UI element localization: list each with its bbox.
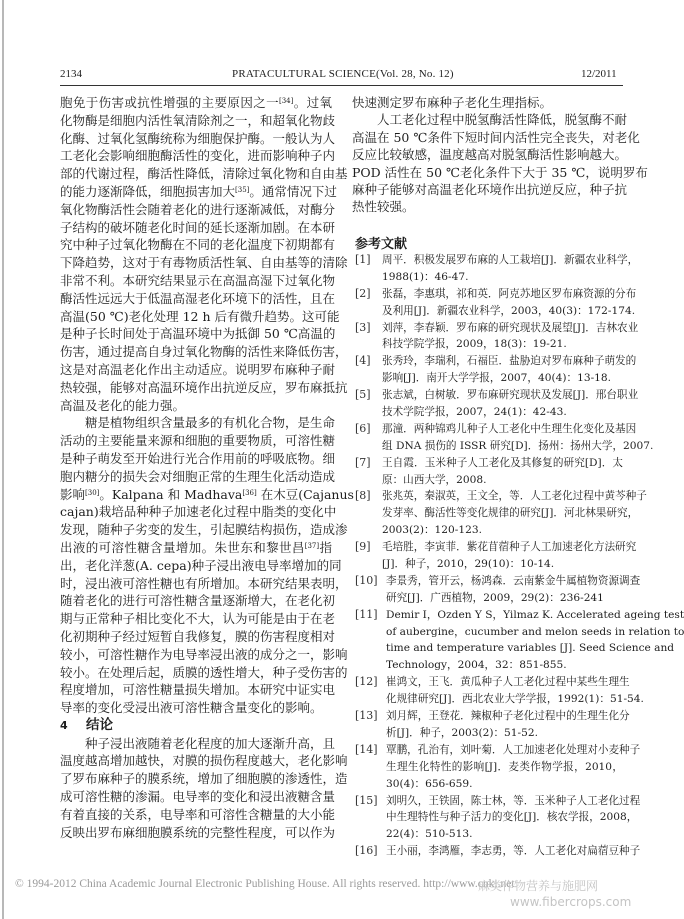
reference-line: 化规律研究[J]．西北农业大学学报，1992(1)：51-54.	[386, 693, 644, 706]
reference-line: 2003(2)：120-123.	[382, 524, 482, 537]
reference-item	[355, 320, 639, 354]
paragraph-soluble-sugar	[60, 414, 354, 717]
reference-item	[355, 708, 630, 742]
reference-number: [11]	[355, 607, 378, 621]
issue-date: 12/2011	[581, 68, 617, 80]
text-line: 反应比较敏感，温度越高对脱氢酶活性影响越大。	[352, 147, 628, 163]
text-line: 下降趋势，这对于有毒物质活性氧、自由基等的清除	[60, 255, 348, 271]
reference-line: 崔鸿文，王飞．黄瓜种子人工老化过程中某些生理生	[386, 676, 630, 689]
reference-line: 周平．积极发展罗布麻的人工栽培[J]．新疆农业科学，	[382, 254, 639, 266]
text-line: 了罗布麻种子的膜系统，增加了细胞膜的渗透性，造	[60, 771, 348, 787]
text-line: 麻种子能够对高温老化环境作出抗逆反应，种子抗	[352, 181, 628, 197]
reference-line: 原：山西大学，2008.	[382, 473, 487, 486]
reference-number: [3]	[355, 320, 371, 334]
reference-text	[382, 252, 639, 286]
text-line: 成可溶性糖的渗漏。电导率的变化和浸出液糖含量	[60, 789, 336, 805]
reference-text	[382, 539, 637, 573]
text-line: 伤害，通过提高自身过氧化物酶的活性来降低伤害，	[60, 344, 348, 360]
reference-line: 发芽率、酶活性等变化规律的研究[J]．河北林果研究，	[382, 507, 639, 520]
reference-line: 王自霞．玉米种子人工老化及其修复的研究[D]．太	[382, 456, 623, 469]
reference-line: 张磊，李惠琪，祁和英．阿克苏地区罗布麻资源的分布	[382, 287, 637, 300]
reference-line: 析[J]．种子，2003(2)：51-52.	[386, 726, 538, 739]
watermark-title: 麻类作物营养与施肥网	[478, 879, 599, 893]
reference-number: [4]	[355, 354, 371, 368]
reference-item	[355, 539, 637, 573]
text-line: 糖是植物组织含量最多的有机化合物，是生命	[85, 415, 336, 431]
reference-number: [6]	[355, 421, 371, 435]
reference-number: [10]	[355, 573, 378, 587]
text-line: 是种子长时间处于高温环境中为抵御 50 ℃高温的	[60, 326, 336, 342]
reference-item	[355, 742, 641, 793]
reference-number: [2]	[355, 286, 371, 300]
citation: [30]	[85, 488, 100, 497]
reference-line: Demir I，Ozden Y S，Yilmaz K. Accelerated ageing test	[386, 608, 684, 621]
reference-item	[355, 353, 637, 387]
reference-text	[386, 708, 630, 742]
text-line: 胞免于伤害或抗性增强的主要原因之一[34]。过氧	[60, 95, 332, 110]
reference-line: 李景秀，管开云，杨鸿森．云南紫金牛属植物资源调查	[386, 574, 641, 587]
text-line: 发现，随种子劣变的发生，引起膜结构损伤，造成渗	[60, 522, 348, 538]
page-number: 2134	[60, 68, 82, 80]
text-line: 影响[30]。Kalpana 和 Madhava[36] 在木豆(Cajanus	[60, 486, 354, 502]
text-line: 高温及老化的能力强。	[60, 397, 186, 413]
reference-line: 那潼．两种锦鸡儿种子人工老化中生理生化变化及基因	[382, 422, 637, 435]
reference-item	[355, 793, 641, 844]
reference-text	[382, 320, 639, 354]
text-line: 化物酶是细胞内活性氧清除剂之一，和超氧化物歧	[60, 112, 336, 128]
text-line: 氧化物酶活性会随着老化的进行逐渐减低，对酶分	[60, 201, 336, 217]
section-title: 结论	[86, 716, 113, 733]
reference-text	[382, 353, 637, 387]
reference-text	[386, 793, 641, 844]
references-list	[355, 252, 684, 860]
text-line: 部的代谢过程，酶活性降低，清除过氧化物和自由基	[60, 166, 348, 182]
paragraph-conclusion	[60, 735, 348, 842]
header-rule	[60, 85, 623, 86]
text-line: 究中种子过氧化物酶在不同的老化温度下初期都有	[60, 237, 336, 253]
text-line: 随着老化的进行可溶性糖含量逐渐增大，在老化初	[60, 593, 336, 609]
reference-line: 1988(1)：46-47.	[382, 270, 469, 283]
reference-number: [13]	[355, 709, 378, 723]
reference-line: 张志斌，白树敏．罗布麻研究现状及发展[J]．邢台职业	[382, 389, 639, 402]
text-line: 热性较强。	[352, 199, 415, 215]
reference-text	[382, 455, 623, 489]
reference-text	[382, 421, 654, 455]
reference-item	[355, 252, 639, 286]
reference-item	[355, 607, 684, 675]
text-line: 是种子萌发至开始进行光合作用前的呼吸底物。细	[60, 450, 336, 466]
reference-line: 毛培胜，李寅菲．紫花苜蓿种子人工加速老化方法研究	[382, 541, 637, 554]
text-line: 较小，可溶性糖作为电导率浸出液的成分之一，影响	[60, 646, 348, 662]
reference-line: 张秀玲，李瑞利，石福臣．盐胁迫对罗布麻种子萌发的	[382, 355, 637, 368]
reference-item	[355, 421, 654, 455]
text-line: 反映出罗布麻细胞膜系统的完整性程度，可以作为	[60, 824, 336, 840]
reference-item	[355, 843, 641, 860]
text-line: 较小。在处理后起，质膜的透性增大，种子受伤害的	[60, 664, 348, 680]
reference-line: 研究[J]．广西植物，2009，29(2)：236-241	[386, 591, 604, 604]
text-line: 程度增加，可溶性糖量损失增加。本研究中证实电	[60, 682, 336, 698]
reference-item	[355, 286, 637, 320]
text-line: 导率的变化受浸出液可溶性糖含量变化的影响。	[60, 700, 323, 716]
reference-number: [9]	[355, 540, 371, 554]
left-column	[60, 94, 354, 841]
text-line: 活动的主要能量来源和细胞的重要物质，可溶性糖	[60, 433, 336, 449]
reference-text	[386, 607, 684, 675]
journal-running-title: PRATACULTURAL SCIENCE(Vol. 28, No. 12)	[232, 68, 454, 80]
reference-text	[382, 488, 647, 539]
reference-number: [5]	[355, 388, 371, 402]
text-line: 这是对高温老化作出主动适应。说明罗布麻种子耐	[60, 361, 336, 377]
reference-line: 王小丽，李鸿雁，李志勇，等．人工老化对扁蓿豆种子	[386, 845, 641, 858]
text-line: 种子浸出液随着老化程度的加大逐渐升高，且	[85, 735, 336, 751]
reference-item	[355, 488, 647, 539]
reference-line: [J]．种子，2010，29(10)：10-14.	[382, 558, 555, 571]
reference-number: [8]	[355, 489, 371, 503]
text-line: 温度越高增加越快，对膜的损伤程度越大，老化影响	[60, 753, 348, 769]
reference-number: [12]	[355, 675, 378, 689]
text-line: 热较强，能够对高温环境作出抗逆反应，罗布麻抵抗	[60, 379, 348, 395]
citation: [34]	[278, 97, 294, 105]
reference-line: 生理生化特性的影响[J]．麦类作物学报，2010，	[386, 760, 623, 773]
reference-text	[386, 843, 641, 860]
citation: [37]	[304, 541, 320, 550]
reference-item	[355, 455, 623, 489]
reference-line: 影响[J]．南开大学学报，2007，40(4)：13-18.	[382, 372, 611, 385]
reference-number: [16]	[355, 844, 378, 858]
text-line: 高温(50 ℃)老化处理 12 h 后有微升趋势。这可能	[60, 308, 340, 324]
text-line: 化初期种子经过短暂自我修复，膜的伤害程度相对	[60, 628, 336, 644]
right-column	[352, 94, 648, 216]
citation: [35]	[235, 185, 250, 194]
reference-text	[382, 286, 637, 320]
text-line: 化酶、过氧化氢酶统称为细胞保护酶。一般认为人	[60, 130, 336, 146]
reference-line: 张兆英，秦淑英，王文全，等．人工老化过程中黄芩种子	[382, 490, 647, 503]
text-line: 期与正常种子相比变化不大，认为可能是由于在老	[60, 611, 336, 627]
text-line: 出，老化洋葱(A. cepa)种子浸出液电导率增加的同	[60, 557, 342, 573]
references-title: 参考文献	[355, 237, 408, 252]
citation: [36]	[242, 488, 257, 497]
text-line: 子结构的破坏随老化时间的延长逐渐加剧。在本研	[60, 219, 336, 235]
text-line: cajan)栽培品种种子加速老化过程中脂类的变化中	[60, 504, 337, 520]
reference-line: Technology，2004，32：851-855.	[386, 659, 567, 672]
reference-text	[386, 742, 641, 793]
section-heading-conclusion	[60, 717, 332, 735]
reference-line: 刘月辉，王登花．辣椒种子老化过程中的生理生化分	[386, 710, 630, 723]
reference-text	[382, 387, 639, 421]
text-line: 酶活性远远大于低温高湿老化环境下的活性，且在	[60, 290, 336, 306]
text-line: 有着直接的关系，电导率和可溶性含糖量的大小能	[60, 806, 336, 822]
reference-number: [1]	[355, 253, 371, 266]
text-line: 非常不利。本研究结果显示在高温高湿下过氧化物	[60, 272, 336, 288]
paragraph-conclusion-cont	[352, 94, 623, 111]
paragraph-dehydrogenase	[352, 111, 648, 215]
copyright-footer: © 1994-2012 China Academic Journal Electronic Publishing House. All rights reserved. http://www.cnki.net	[15, 878, 515, 890]
text-line: 的能力逐渐降低，细胞损害加大[35]。通常情况下过	[60, 183, 337, 199]
reference-item	[355, 387, 639, 421]
reference-line: time and temperature variables [J]. Seed Science and	[386, 642, 675, 655]
text-line: POD 活性在 50 ℃老化条件下大于 35 ℃，说明罗布	[352, 164, 648, 180]
section-number: 4	[60, 718, 68, 732]
text-line: 胞内糖分的损失会对细胞正常的生理生化活动造成	[60, 468, 336, 484]
reference-number: [7]	[355, 455, 371, 469]
reference-item	[355, 674, 644, 708]
reference-line: 技术学院学报，2007，24(1)：42-43.	[382, 406, 567, 419]
reference-text	[386, 573, 641, 607]
text-line: 高温在 50 ℃条件下短时间内活性完全丧失，对老化	[352, 129, 640, 145]
text-line: 时，浸出液可溶性糖也有所增加。本研究结果表明，	[60, 575, 348, 591]
reference-line: 覃鹏，孔治有，刘叶菊．人工加速老化处理对小麦种子	[386, 743, 641, 756]
paragraph-peroxidase	[60, 94, 348, 414]
reference-line: 刘明久，王铁固，陈士林，等．玉米种子人工老化过程	[386, 794, 641, 807]
reference-line: 刘萍，李春颖．罗布麻的研究现状及展望[J]．吉林农业	[382, 321, 639, 334]
reference-line: 科技学院学报，2009，18(3)：19-21.	[382, 338, 567, 351]
reference-number: [14]	[355, 742, 378, 756]
reference-line: 及利用[J]．新疆农业科学，2003，40(3)：172-174.	[382, 304, 636, 317]
reference-item	[355, 573, 641, 607]
reference-line: 中生理特性与种子活力的变化[J]．核农学报，2008，	[386, 811, 638, 824]
reference-line: 组 DNA 损伤的 ISSR 研究[D]．扬州：扬州大学，2007.	[382, 439, 654, 452]
reference-line: of aubergine，cucumber and melon seeds in relation to	[386, 625, 684, 638]
watermark-url: www.fibercrops.com	[510, 895, 632, 909]
text-line: 快速测定罗布麻种子老化生理指标。	[352, 95, 553, 110]
text-line: 工老化会影响细胞酶活性的变化，进而影响种子内	[60, 148, 336, 164]
text-line: 出液的可溶性糖含量增加。朱世东和黎世昌[37]指	[60, 539, 332, 555]
page-edge	[2, 0, 4, 919]
reference-number: [15]	[355, 793, 378, 807]
text-line: 人工老化过程中脱氢酶活性降低，脱氢酶不耐	[377, 112, 628, 128]
reference-line: 30(4)：656-659.	[386, 777, 473, 790]
reference-text	[386, 674, 644, 708]
reference-line: 22(4)：510-513.	[386, 828, 473, 841]
